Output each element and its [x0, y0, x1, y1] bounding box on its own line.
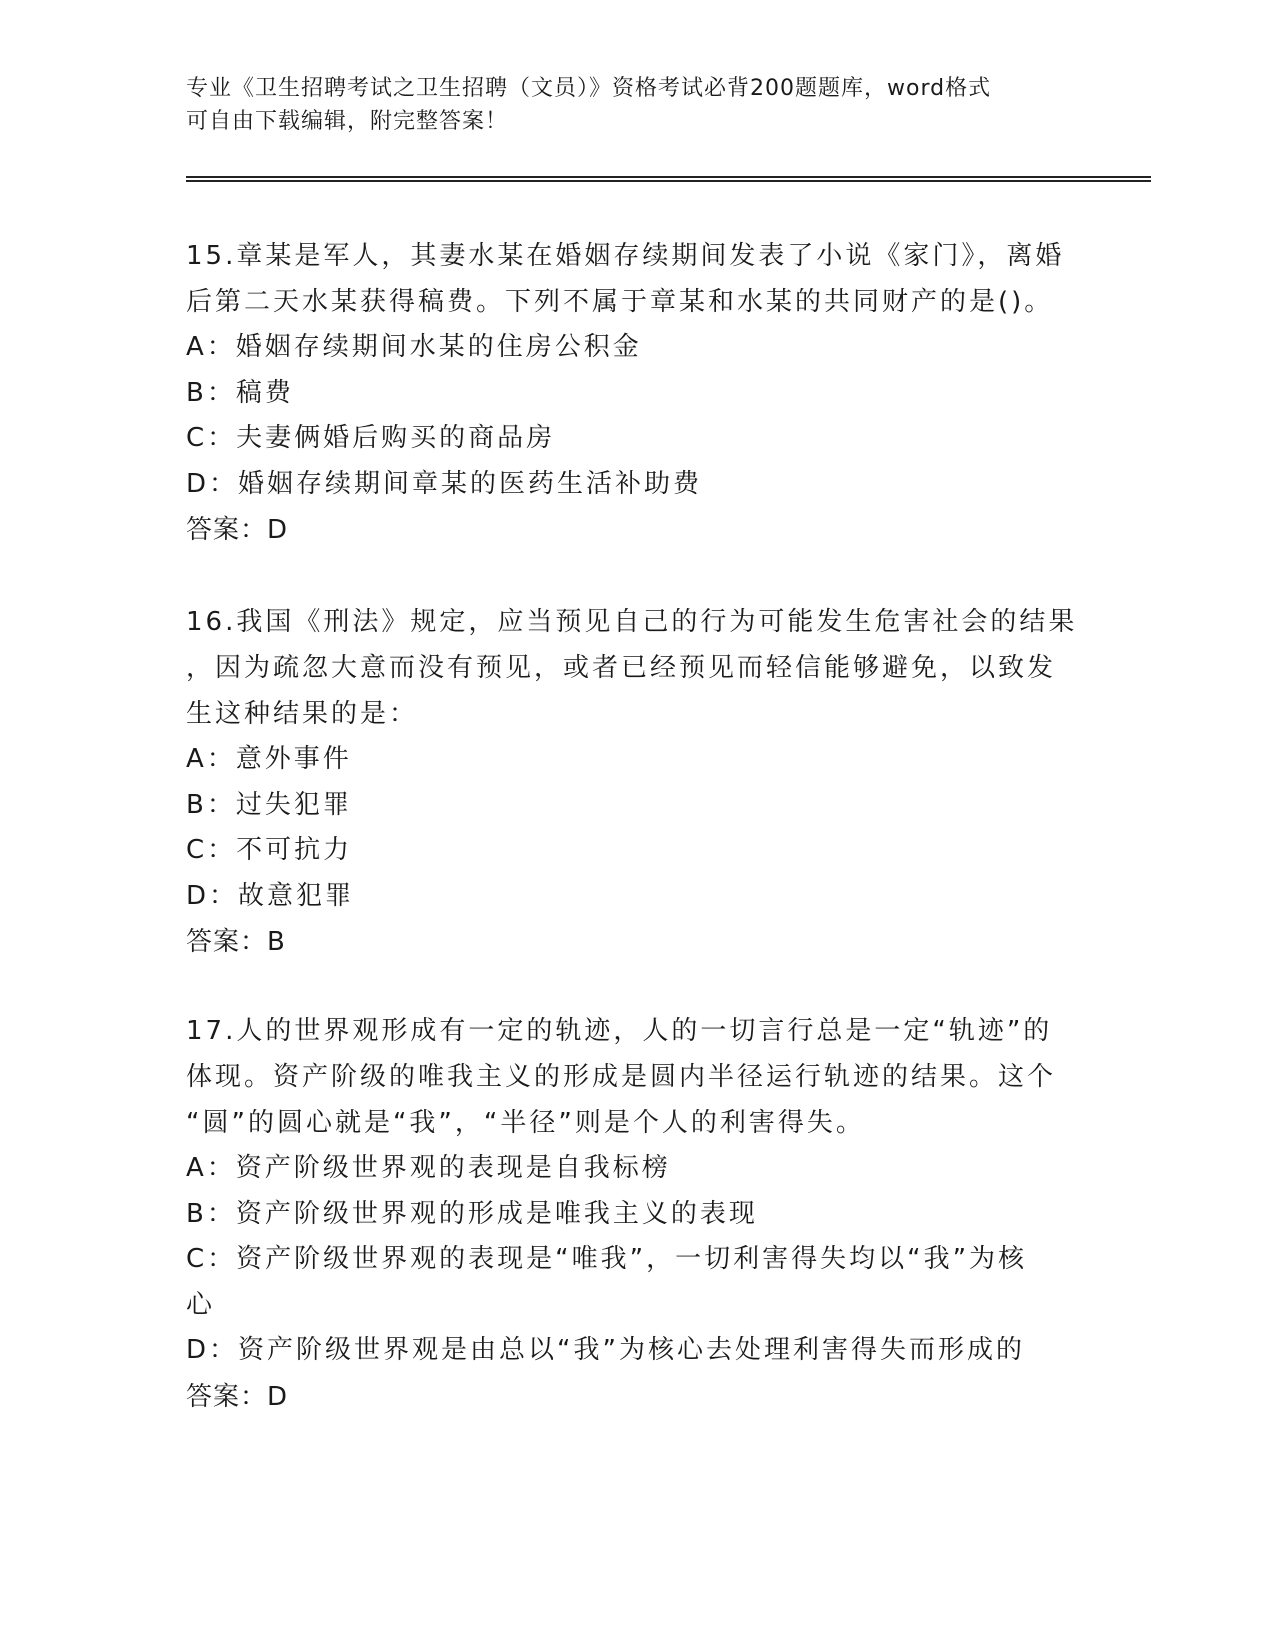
option-c: C：夫妻俩婚后购买的商品房 [186, 423, 556, 453]
question-15 [186, 233, 1086, 553]
header-title-line-2: 可自由下载编辑，附完整答案！ [186, 109, 509, 134]
option-a: A：资产阶级世界观的表现是自我标榜 [186, 1153, 671, 1183]
question-stem-line: 17.人的世界观形成有一定的轨迹，人的一切言行总是一定“轨迹”的 [186, 1016, 1053, 1046]
header-title-line-1: 专业《卫生招聘考试之卫生招聘（文员）》资格考试必背200题题库，word格式 [186, 76, 992, 101]
header-divider [186, 176, 1151, 182]
question-stem-line: 15.章某是军人，其妻水某在婚姻存续期间发表了小说《家门》，离婚 [186, 241, 1065, 271]
answer-label: 答案：D [186, 515, 289, 545]
option-a: A：意外事件 [186, 744, 352, 774]
option-d: D：婚姻存续期间章某的医药生活补助费 [186, 468, 703, 499]
option-b: B：过失犯罪 [186, 789, 352, 820]
option-c-continuation: 心 [186, 1289, 216, 1320]
question-17 [186, 1008, 1086, 1420]
question-stem-line: 生这种结果的是： [186, 699, 419, 729]
question-stem-line: 后第二天水某获得稿费。下列不属于章某和水某的共同财产的是()。 [186, 287, 1054, 317]
question-16 [186, 599, 1086, 965]
answer-label: 答案：B [186, 927, 286, 957]
question-stem-line: 16.我国《刑法》规定，应当预见自己的行为可能发生危害社会的结果 [186, 607, 1078, 637]
option-b: B：稿费 [186, 377, 294, 408]
question-stem-line: ，因为疏忽大意而没有预见，或者已经预见而轻信能够避免，以致发 [186, 653, 1057, 683]
option-c: C：不可抗力 [186, 835, 353, 865]
option-a: A：婚姻存续期间水某的住房公积金 [186, 332, 642, 362]
option-d: D：资产阶级世界观是由总以“我”为核心去处理利害得失而形成的 [186, 1335, 1025, 1365]
document-header [186, 72, 1086, 138]
option-b: B：资产阶级世界观的形成是唯我主义的表现 [186, 1198, 758, 1229]
question-stem-line: “圆”的圆心就是“我”，“半径”则是个人的利害得失。 [186, 1108, 865, 1138]
option-d: D：故意犯罪 [186, 880, 355, 911]
question-stem-line: 体现。资产阶级的唯我主义的形成是圆内半径运行轨迹的结果。这个 [186, 1062, 1057, 1092]
answer-label: 答案：D [186, 1381, 289, 1412]
option-c: C：资产阶级世界观的表现是“唯我”，一切利害得失均以“我”为核 [186, 1244, 1028, 1274]
